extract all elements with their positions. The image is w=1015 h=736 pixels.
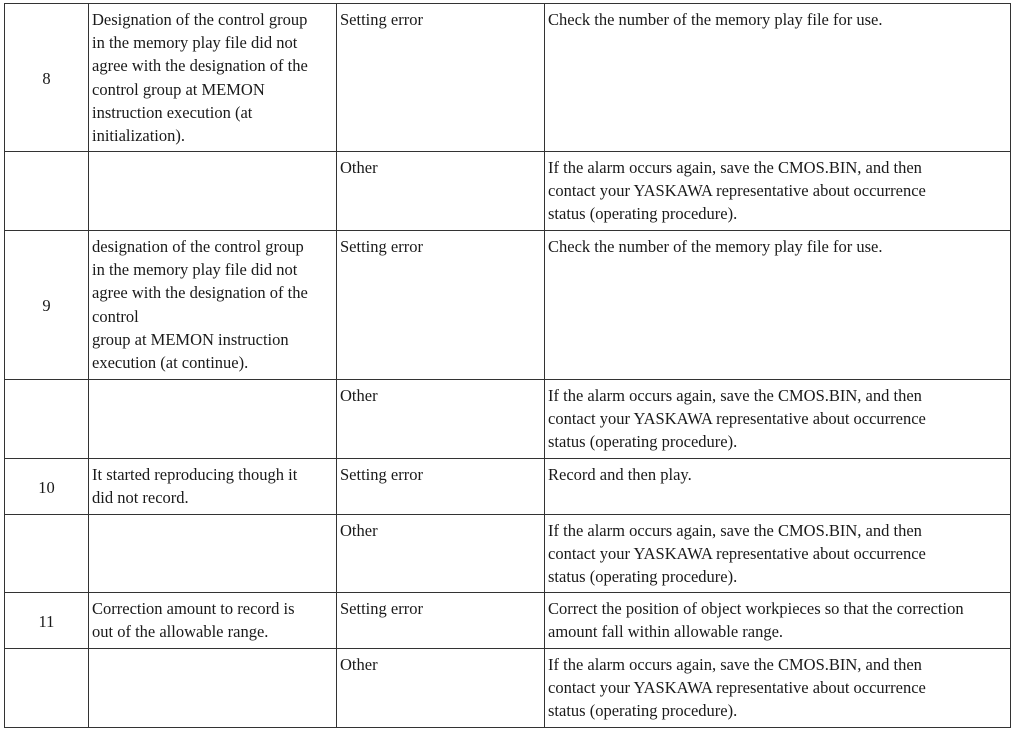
empty-cell [5, 152, 89, 231]
remedy: Record and then play. [545, 459, 1011, 515]
table-row [5, 649, 1011, 728]
empty-cell [5, 380, 89, 459]
empty-cell [89, 152, 337, 231]
error-type: Setting error [337, 459, 545, 515]
error-type: Other [337, 152, 545, 231]
remedy: Check the number of the memory play file for use. [545, 4, 1011, 152]
table-row [5, 4, 1011, 152]
empty-cell [89, 649, 337, 728]
table-row [5, 515, 1011, 593]
remedy: Correct the position of object workpieces so that the correction amount fall within allowable range. [545, 593, 1011, 649]
table-row [5, 459, 1011, 515]
alarm-cause: Designation of the control group in the memory play file did not agree with the designation of the control group at MEMON instruction execution (at initialization). [89, 4, 337, 152]
alarm-cause: designation of the control group in the memory play file did not agree with the designation of the control group at MEMON instruction execution (at continue). [89, 231, 337, 380]
error-type: Other [337, 515, 545, 593]
error-type: Other [337, 649, 545, 728]
alarm-number: 9 [5, 231, 89, 380]
empty-cell [5, 649, 89, 728]
empty-cell [89, 380, 337, 459]
error-type: Setting error [337, 231, 545, 380]
alarm-number: 8 [5, 4, 89, 152]
remedy: If the alarm occurs again, save the CMOS.BIN, and then contact your YASKAWA representative about occurrence status (operating procedure). [545, 515, 1011, 593]
remedy: If the alarm occurs again, save the CMOS.BIN, and then contact your YASKAWA representative about occurrence status (operating procedure). [545, 380, 1011, 459]
alarm-cause: It started reproducing though it did not record. [89, 459, 337, 515]
remedy: If the alarm occurs again, save the CMOS.BIN, and then contact your YASKAWA representative about occurrence status (operating procedure). [545, 649, 1011, 728]
empty-cell [5, 515, 89, 593]
error-type: Setting error [337, 593, 545, 649]
alarm-number: 11 [5, 593, 89, 649]
error-type: Setting error [337, 4, 545, 152]
remedy: If the alarm occurs again, save the CMOS.BIN, and then contact your YASKAWA representative about occurrence status (operating procedure). [545, 152, 1011, 231]
alarm-number: 10 [5, 459, 89, 515]
table-row [5, 593, 1011, 649]
remedy: Check the number of the memory play file for use. [545, 231, 1011, 380]
table-row [5, 152, 1011, 231]
empty-cell [89, 515, 337, 593]
alarm-table [4, 3, 1011, 728]
table-row [5, 380, 1011, 459]
alarm-cause: Correction amount to record is out of the allowable range. [89, 593, 337, 649]
error-type: Other [337, 380, 545, 459]
table-row [5, 231, 1011, 380]
